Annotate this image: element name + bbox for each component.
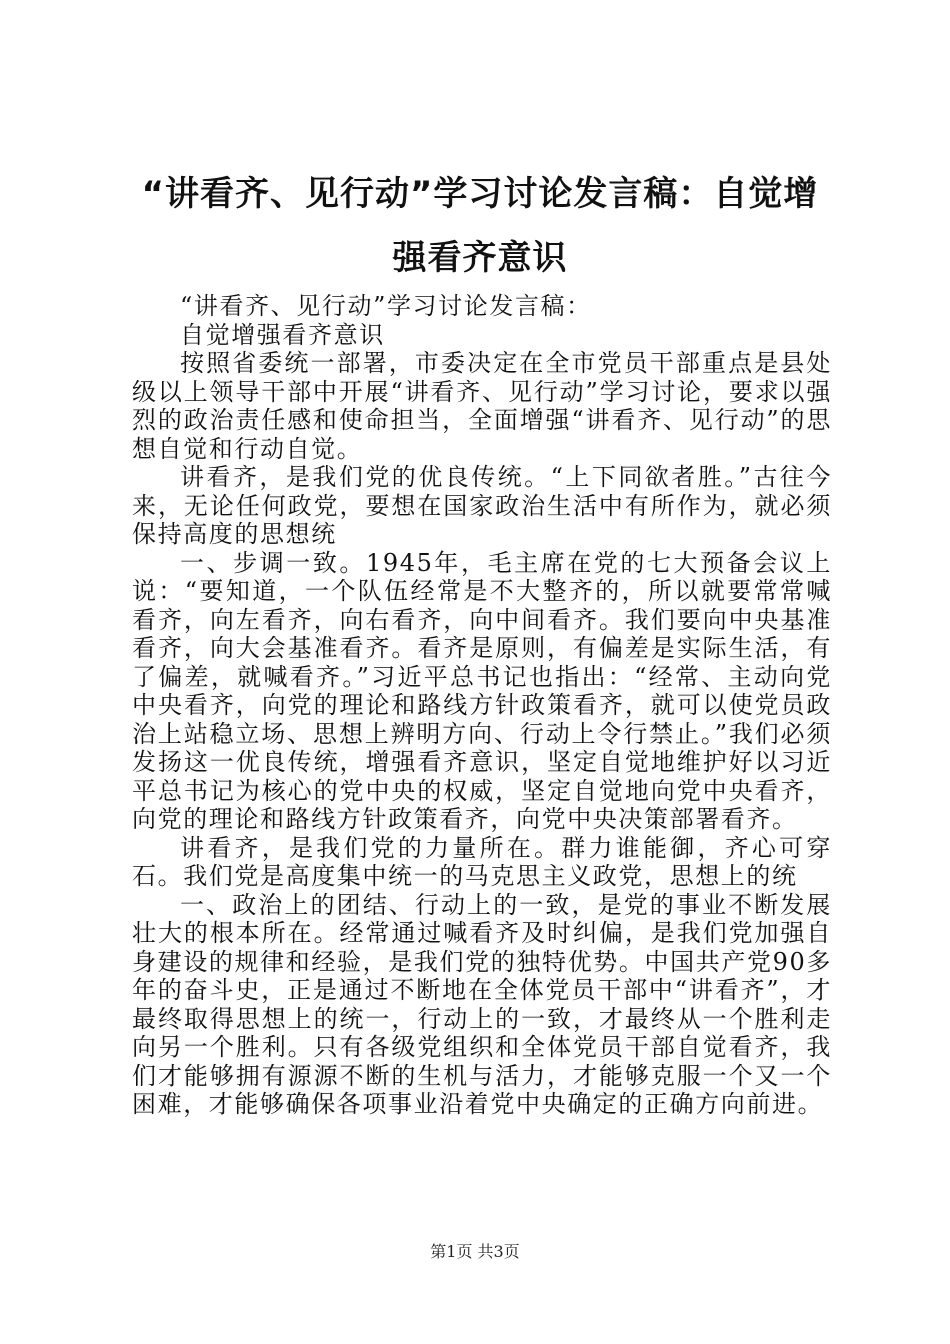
paragraph: 自觉增强看齐意识: [180, 320, 385, 349]
page-number-footer: 第1页 共3页: [430, 1242, 520, 1261]
paragraph: 讲看齐，是我们党的优良传统。“上下同欲者胜。”古往今来，无论任何政党，要想在国家政治生活中有所作为，就必须保持高度的思想统: [132, 463, 832, 548]
paragraph: 按照省委统一部署，市委决定在全市党员干部重点是县处级以上领导干部中开展“讲看齐、见行动”学习讨论，要求以强烈的政治责任感和使命担当，全面增强“讲看齐、见行动”的思想自觉和行动自觉。: [132, 349, 832, 463]
document-body: [132, 292, 832, 1119]
paragraph: 一、政治上的团结、行动上的一致，是党的事业不断发展壮大的根本所在。经常通过喊看齐及时纠偏，是我们党加强自身建设的规律和经验，是我们党的独特优势。中国共产党90多年的奋斗史，正是通过不断地在全体党员干部中“讲看齐”，才最终取得思想上的统一，行动上的一致，才最终从一个胜利走向另一个胜利。只有各级党组织和全体党员干部自觉看齐，我们才能够拥有源源不断的生机与活力，才能够克服一个又一个困难，才能够确保各项事业沿着党中央确定的正确方向前进。: [132, 890, 832, 1118]
paragraph: 一、步调一致。1945年，毛主席在党的七大预备会议上说：“要知道，一个队伍经常是不大整齐的，所以就要常常喊看齐，向左看齐，向右看齐，向中间看齐。我们要向中央基准看齐，向大会基准看齐。看齐是原则，有偏差是实际生活，有了偏差，就喊看齐。”习近平总书记也指出：“经常、主动向党中央看齐，向党的理论和路线方针政策看齐，就可以使党员政治上站稳立场、思想上辨明方向、行动上令行禁止。”我们必须发扬这一优良传统，增强看齐意识，坚定自觉地维护好以习近平总书记为核心的党中央的权威，坚定自觉地向党中央看齐，向党的理论和路线方针政策看齐，向党中央决策部署看齐。: [132, 548, 832, 833]
paragraph: “讲看齐、见行动”学习讨论发言稿：: [180, 292, 592, 320]
paragraph: 讲看齐，是我们党的力量所在。群力谁能御，齐心可穿石。我们党是高度集中统一的马克思主义政党，思想上的统: [132, 833, 832, 890]
document-title: “讲看齐、见行动”学习讨论发言稿：自觉增强看齐意识: [141, 174, 819, 278]
